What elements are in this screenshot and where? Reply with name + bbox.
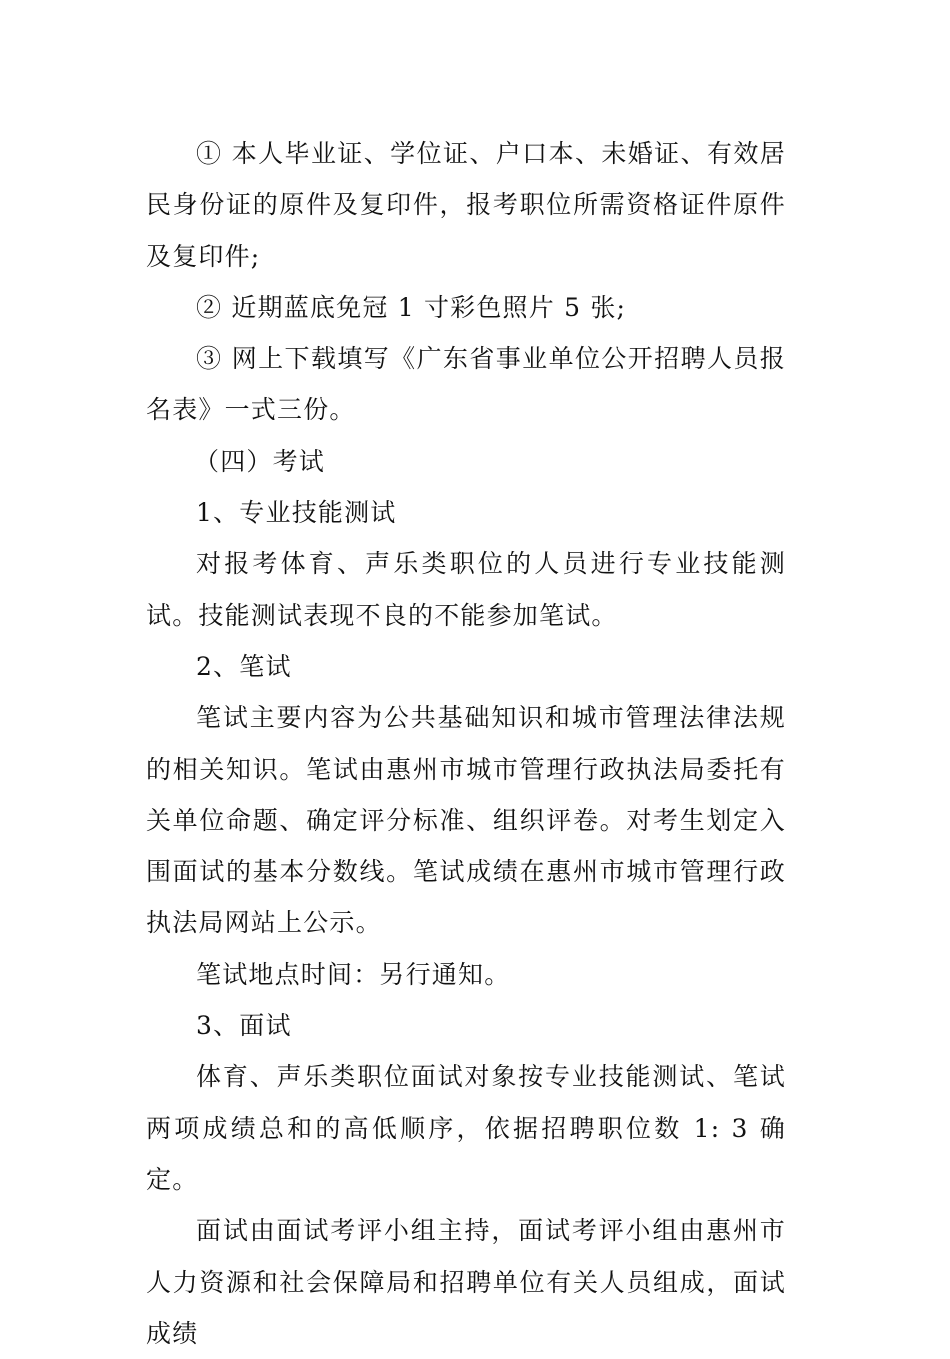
subheading-skills-test: 1、专业技能测试 xyxy=(196,498,397,528)
materials-item-2: ② 近期蓝底免冠 1 寸彩色照片 5 张; xyxy=(196,292,627,322)
paragraph-written-exam: 笔试主要内容为公共基础知识和城市管理法律法规的相关知识。笔试由惠州市城市管理行政执法局委托有关单位命题、确定评分标准、组织评卷。对考生划定入围面试的基本分数线。笔试成绩在惠州市城市管理行政执法局网站上公示。 xyxy=(146,703,786,938)
paragraph-skills-test: 对报考体育、声乐类职位的人员进行专业技能测试。技能测试表现不良的不能参加笔试。 xyxy=(146,549,786,630)
paragraph-interview-selection: 体育、声乐类职位面试对象按专业技能测试、笔试两项成绩总和的高低顺序，依据招聘职位数 1: 3 确定。 xyxy=(146,1062,786,1194)
document-body xyxy=(146,128,786,1359)
materials-item-3: ③ 网上下载填写《广东省事业单位公开招聘人员报名表》一式三份。 xyxy=(146,344,786,425)
section-heading-exam: （四）考试 xyxy=(194,446,326,476)
subheading-written-exam: 2、笔试 xyxy=(196,651,292,681)
paragraph-interview-panel: 面试由面试考评小组主持，面试考评小组由惠州市人力资源和社会保障局和招聘单位有关人员组成，面试成绩 xyxy=(146,1216,786,1348)
subheading-interview: 3、面试 xyxy=(196,1011,292,1041)
paragraph-written-exam-time: 笔试地点时间：另行通知。 xyxy=(196,959,511,989)
materials-item-1: ① 本人毕业证、学位证、户口本、未婚证、有效居民身份证的原件及复印件，报考职位所需资格证件原件及复印件; xyxy=(146,139,786,271)
